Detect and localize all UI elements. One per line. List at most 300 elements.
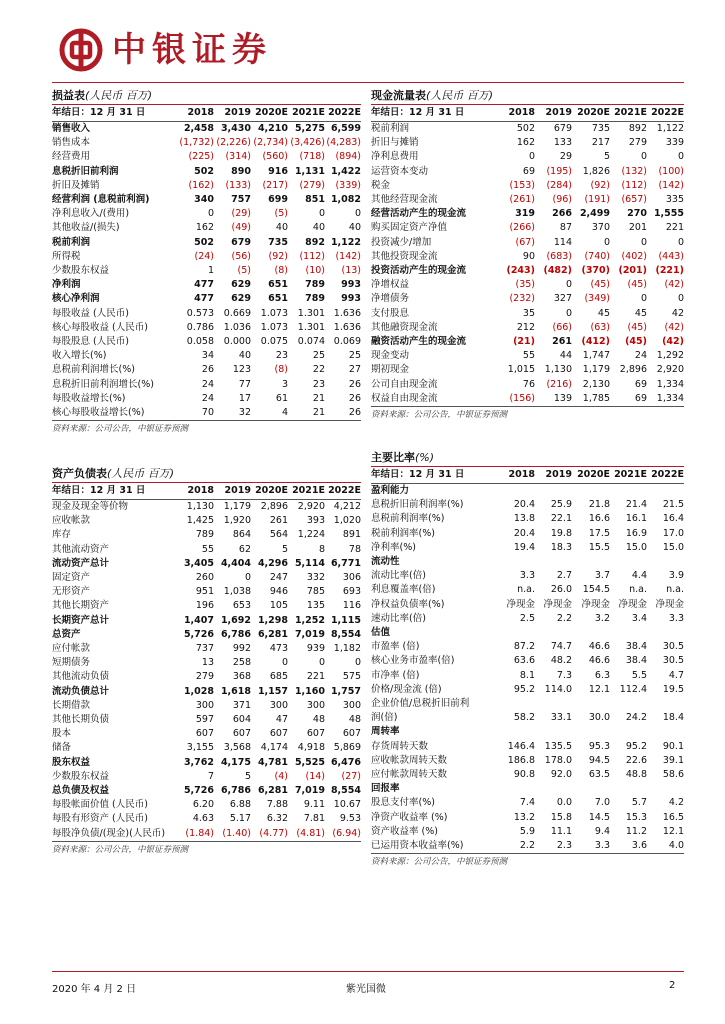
- company-name: 紫光国微: [346, 984, 386, 995]
- row-value: 33.1: [550, 712, 572, 724]
- row-value: 679: [553, 123, 572, 134]
- row-value: [498, 725, 535, 739]
- row-value: 69: [522, 165, 535, 177]
- financial-table: [371, 467, 684, 853]
- row-value: 21.4: [625, 499, 647, 511]
- row-value: 368: [232, 671, 251, 683]
- row-value: 629: [231, 293, 251, 305]
- row-value: (349): [584, 293, 610, 305]
- row-value: 0: [677, 151, 684, 163]
- row-value: 94.5: [588, 754, 610, 766]
- row-value: 95.2: [625, 740, 647, 752]
- row-value: 24: [201, 378, 214, 390]
- row-value: 371: [232, 699, 251, 711]
- row-value: 221: [665, 222, 684, 234]
- row-value: [647, 782, 684, 796]
- row-value: 890: [231, 165, 251, 177]
- row-value: 1,182: [333, 643, 361, 655]
- panel-unit: (人民币 百万): [85, 89, 153, 102]
- row-value: 6.32: [266, 813, 288, 825]
- row-value: 34: [201, 350, 214, 362]
- table-row: [52, 392, 361, 406]
- row-value: 564: [269, 529, 288, 541]
- row-value: 604: [232, 714, 251, 726]
- row-value: 1,422: [330, 165, 361, 177]
- header-year: 2019: [545, 469, 572, 480]
- row-value: 789: [305, 293, 325, 305]
- row-value: 261: [269, 515, 288, 527]
- row-value: 17.0: [662, 527, 684, 539]
- row-value: 0.058: [186, 336, 214, 348]
- row-value: 1,015: [507, 364, 535, 376]
- row-value: 1,028: [183, 685, 214, 697]
- table-row: [52, 179, 361, 193]
- table-row: [371, 165, 684, 179]
- row-value: 0.074: [297, 336, 325, 348]
- footer-rule: [52, 971, 684, 972]
- row-value: (49): [231, 222, 251, 234]
- row-value: 3.6: [631, 840, 647, 852]
- row-value: 20.4: [513, 499, 535, 511]
- row-value: 0: [640, 236, 647, 248]
- row-value: 951: [195, 586, 214, 598]
- row-label: 税金: [371, 179, 391, 191]
- row-value: 25: [312, 350, 325, 362]
- header-year: 2021E: [614, 107, 647, 118]
- row-value: 8,554: [330, 785, 361, 797]
- row-value: 679: [231, 236, 251, 248]
- row-label: 权益自由现金流: [371, 392, 438, 404]
- row-value: 0: [281, 657, 288, 669]
- table-header-row: [371, 467, 684, 484]
- source-note: 资料来源：公司公告，中银证券预测: [52, 420, 361, 437]
- row-value: (4,283): [326, 137, 361, 149]
- row-value: (443): [658, 250, 684, 262]
- row-label: 估值: [371, 627, 391, 639]
- row-value: 1,020: [333, 515, 361, 527]
- row-value: (3,426): [290, 137, 325, 149]
- row-label: 净权益负债率(%): [371, 598, 445, 610]
- table-row: [371, 150, 684, 164]
- row-value: 502: [194, 236, 214, 248]
- row-label: 存货周转天数: [371, 740, 429, 752]
- row-value: 5.5: [631, 669, 647, 681]
- row-value: (657): [621, 194, 647, 206]
- report-date: 2020 年 4 月 2 日: [52, 984, 137, 995]
- row-value: 17.5: [588, 527, 610, 539]
- row-label: 经营利润 (息税前利润): [52, 194, 150, 206]
- row-label: 流动资产总计: [52, 557, 110, 569]
- row-value: 1,115: [330, 614, 361, 626]
- row-value: 2,458: [183, 123, 214, 134]
- row-value: (6.94): [332, 827, 361, 839]
- row-label: 股东权益: [52, 756, 91, 768]
- row-value: 26: [348, 378, 361, 390]
- row-value: 74.7: [550, 641, 572, 653]
- row-value: 4,174: [260, 742, 288, 754]
- row-value: 300: [195, 699, 214, 711]
- row-label: 长期借款: [52, 699, 91, 711]
- table-row: [52, 727, 361, 741]
- row-value: 0: [244, 572, 251, 584]
- row-value: (24): [194, 250, 214, 262]
- table-row: [371, 136, 684, 150]
- row-value: (112): [621, 179, 647, 191]
- row-value: 40: [275, 222, 288, 234]
- row-value: 18.3: [550, 541, 572, 553]
- row-value: (718): [299, 151, 325, 163]
- row-label: 核心业务市盈率(倍): [371, 655, 455, 667]
- row-value: 11.1: [550, 825, 572, 837]
- table-row: [371, 569, 684, 583]
- row-value: (232): [509, 293, 535, 305]
- row-value: 693: [342, 586, 361, 598]
- header-year: 2020E: [255, 107, 288, 118]
- row-value: 339: [665, 137, 684, 149]
- row-value: 24: [201, 392, 214, 404]
- row-value: (261): [509, 194, 535, 206]
- row-value: 21: [312, 407, 325, 419]
- table-row: [371, 654, 684, 668]
- row-value: 40: [348, 222, 361, 234]
- row-value: (35): [515, 279, 535, 291]
- row-value: [610, 484, 647, 499]
- row-value: 2,130: [582, 378, 610, 390]
- row-value: 39.1: [662, 754, 684, 766]
- row-value: (5): [237, 265, 251, 277]
- row-value: 607: [342, 728, 361, 740]
- row-value: (66): [552, 321, 572, 333]
- header-year: 2019: [224, 485, 251, 496]
- row-value: 17: [238, 392, 251, 404]
- row-value: 260: [195, 572, 214, 584]
- row-value: 16.9: [625, 527, 647, 539]
- row-value: 6,786: [220, 785, 251, 797]
- row-label: 已运用资本收益率(%): [371, 840, 464, 852]
- row-value: 46.6: [588, 641, 610, 653]
- header-year: 2022E: [328, 107, 361, 118]
- row-value: 0: [640, 293, 647, 305]
- row-label: 固定资产: [52, 572, 91, 584]
- row-value: [535, 782, 572, 796]
- row-value: 0: [354, 657, 361, 669]
- row-label: 核心净利润: [52, 293, 100, 305]
- row-value: 1,224: [297, 529, 325, 541]
- row-value: 27: [348, 364, 361, 376]
- row-label: 企业价值/息税折旧前利: [371, 698, 470, 710]
- table-row: [52, 812, 361, 826]
- row-value: 0: [565, 307, 572, 319]
- row-value: [610, 725, 647, 739]
- row-value: 789: [195, 529, 214, 541]
- row-value: [535, 626, 572, 640]
- row-label: 应付帐款周转天数: [371, 769, 448, 781]
- table-row: [371, 612, 684, 626]
- table-row: [371, 278, 684, 292]
- row-label: 其他收益/(损失): [52, 222, 120, 234]
- row-value: 891: [342, 529, 361, 541]
- table-row: [371, 725, 684, 739]
- table-row: [52, 136, 361, 150]
- row-value: 9.11: [303, 799, 325, 811]
- row-value: [498, 626, 535, 640]
- row-value: 3.4: [631, 612, 647, 624]
- row-value: (42): [662, 336, 684, 348]
- row-value: 0: [640, 151, 647, 163]
- row-value: (201): [618, 265, 647, 277]
- row-value: 5,114: [294, 557, 325, 569]
- row-value: 629: [231, 279, 251, 291]
- row-value: [610, 555, 647, 569]
- row-value: 1,292: [656, 350, 684, 362]
- row-value: 5: [244, 770, 251, 782]
- row-value: 92.0: [550, 769, 572, 781]
- row-label: 其他投资现金流: [371, 250, 438, 262]
- row-label: 价格/现金流 (倍): [371, 683, 442, 695]
- financial-table: [52, 105, 361, 420]
- row-value: 22: [312, 364, 325, 376]
- row-value: [498, 555, 535, 569]
- panel-title-text: 现金流量表: [371, 89, 426, 102]
- row-label: 每股有形资产 (人民币): [52, 813, 148, 825]
- row-value: 18.4: [662, 712, 684, 724]
- header-year: 2021E: [292, 485, 325, 496]
- row-value: 154.5: [582, 584, 610, 596]
- row-value: 116: [342, 600, 361, 612]
- row-value: 32: [238, 407, 251, 419]
- row-label: 公司自由现金流: [371, 378, 438, 390]
- row-value: 114.0: [544, 683, 572, 695]
- row-value: 16.6: [588, 513, 610, 525]
- row-value: 25.9: [550, 499, 572, 511]
- row-value: 685: [269, 671, 288, 683]
- row-value: 2.2: [519, 840, 535, 852]
- row-value: 44: [559, 350, 572, 362]
- row-value: 300: [269, 699, 288, 711]
- row-value: 0.573: [186, 307, 214, 319]
- row-label: 少数股东权益: [52, 265, 110, 277]
- row-label: 每股净负债/(现金)(人民币): [52, 827, 166, 839]
- row-value: 0: [603, 236, 610, 248]
- financial-table: [52, 483, 361, 841]
- row-value: 1,130: [544, 364, 572, 376]
- row-value: 19.8: [550, 527, 572, 539]
- row-value: [535, 725, 572, 739]
- row-value: (133): [225, 179, 251, 191]
- row-value: 653: [232, 600, 251, 612]
- row-value: 70: [201, 407, 214, 419]
- row-value: (279): [299, 179, 325, 191]
- row-value: n.a.: [629, 584, 647, 596]
- row-value: 25: [348, 350, 361, 362]
- row-label: 息税折旧前利润: [52, 165, 119, 177]
- row-value: 2,920: [297, 501, 325, 512]
- row-label: 利息覆盖率(倍): [371, 584, 436, 596]
- row-value: 993: [341, 293, 361, 305]
- row-value: 13.2: [513, 811, 535, 823]
- row-label: 税前利润: [371, 123, 410, 134]
- row-value: (21): [513, 336, 535, 348]
- row-value: 162: [516, 137, 535, 149]
- row-value: 114: [553, 236, 572, 248]
- panel-title: [371, 450, 684, 466]
- row-value: 4.7: [668, 669, 684, 681]
- table-row: [371, 498, 684, 512]
- row-value: 16.4: [662, 513, 684, 525]
- table-row: [371, 179, 684, 193]
- row-value: 7,019: [294, 628, 325, 640]
- row-value: 3.3: [594, 840, 610, 852]
- row-value: 16.5: [662, 811, 684, 823]
- table-row: [52, 656, 361, 670]
- row-value: [610, 697, 647, 711]
- row-label: 其他流动资产: [52, 543, 110, 555]
- row-value: (2,226): [216, 137, 251, 149]
- row-value: 7,019: [294, 785, 325, 797]
- row-value: 7.3: [556, 669, 572, 681]
- row-value: 35: [522, 307, 535, 319]
- table-row: [371, 626, 684, 640]
- table-row: [52, 770, 361, 784]
- table-row: [371, 768, 684, 782]
- table-row: [371, 796, 684, 810]
- row-label: 其他长期负债: [52, 714, 110, 726]
- row-label: 应收帐款周转天数: [371, 754, 448, 766]
- row-value: 5.9: [519, 825, 535, 837]
- row-value: 340: [194, 194, 214, 206]
- row-value: 40: [238, 350, 251, 362]
- row-value: [572, 782, 610, 796]
- row-value: (45): [627, 279, 647, 291]
- row-label: 无形资产: [52, 586, 91, 598]
- row-value: 5,726: [183, 628, 214, 640]
- row-value: (243): [506, 265, 535, 277]
- row-value: 607: [195, 728, 214, 740]
- header-year: 2018: [508, 107, 535, 118]
- row-value: 1: [207, 265, 214, 277]
- row-value: (92): [590, 179, 610, 191]
- row-value: [572, 725, 610, 739]
- row-label: 总资产: [52, 628, 81, 640]
- table-row: [371, 740, 684, 754]
- row-value: 3,155: [186, 742, 214, 754]
- row-value: 939: [306, 643, 325, 655]
- row-label: 流动性: [371, 556, 400, 568]
- table-row: [52, 741, 361, 755]
- row-value: (4): [274, 770, 288, 782]
- row-value: (92): [268, 250, 288, 262]
- row-value: 735: [591, 123, 610, 134]
- row-value: 8.1: [519, 669, 535, 681]
- row-value: 87.2: [513, 641, 535, 653]
- table-row: [52, 571, 361, 585]
- row-value: 1,618: [220, 685, 251, 697]
- row-value: 26: [348, 407, 361, 419]
- row-value: 26: [201, 364, 214, 376]
- table-row: [52, 165, 361, 179]
- row-value: 90: [522, 250, 535, 262]
- row-label: 现金及现金等价物: [52, 501, 129, 512]
- row-value: 4.4: [631, 570, 647, 582]
- row-value: 737: [195, 643, 214, 655]
- row-value: (266): [509, 222, 535, 234]
- row-label: 流动比率(倍): [371, 570, 426, 582]
- row-value: 13.8: [513, 513, 535, 525]
- table-row: [371, 825, 684, 839]
- row-label: 净增权益: [371, 279, 410, 291]
- row-value: 5,726: [183, 785, 214, 797]
- row-value: 4.63: [192, 813, 214, 825]
- row-value: 6.3: [594, 669, 610, 681]
- row-label: 支付股息: [371, 307, 410, 319]
- header-year: 2019: [545, 107, 572, 118]
- row-value: (29): [231, 208, 251, 220]
- row-value: 15.0: [625, 541, 647, 553]
- row-value: 112.4: [619, 683, 647, 695]
- row-value: 55: [522, 350, 535, 362]
- row-value: 63.6: [513, 655, 535, 667]
- table-row: [371, 640, 684, 654]
- row-value: 785: [306, 586, 325, 598]
- row-value: 净现金: [618, 598, 647, 610]
- row-value: 42: [671, 307, 684, 319]
- row-value: [572, 626, 610, 640]
- row-value: 0.075: [260, 336, 288, 348]
- row-value: 3: [281, 378, 288, 390]
- row-label: 周转率: [371, 726, 400, 738]
- row-value: 1.036: [223, 321, 251, 333]
- row-value: 993: [341, 279, 361, 291]
- source-note: 资料来源：公司公告，中银证券预测: [52, 841, 361, 858]
- row-value: (1.40): [222, 827, 251, 839]
- table-row: [371, 292, 684, 306]
- row-value: 1,555: [653, 208, 684, 220]
- row-value: (56): [231, 250, 251, 262]
- table-header-row: [371, 105, 684, 122]
- row-value: 6,771: [330, 557, 361, 569]
- row-label: 市净率 (倍): [371, 669, 420, 681]
- row-value: 212: [516, 321, 535, 333]
- row-value: 5,275: [294, 123, 325, 134]
- table-row: [52, 335, 361, 349]
- table-row: [52, 670, 361, 684]
- header-year: 2020E: [255, 485, 288, 496]
- row-value: (153): [509, 179, 535, 191]
- table-row: [371, 392, 684, 406]
- row-label: 核心每股收益 (人民币): [52, 321, 148, 333]
- row-label: 息税前利润率(%): [371, 513, 445, 525]
- row-value: 607: [269, 728, 288, 740]
- row-value: 0: [528, 151, 535, 163]
- row-value: 90.8: [513, 769, 535, 781]
- row-label: 股本: [52, 728, 72, 740]
- row-value: 77: [238, 378, 251, 390]
- table-row: [52, 150, 361, 164]
- row-value: 258: [232, 657, 251, 669]
- row-value: 0.0: [556, 797, 572, 809]
- row-value: 69: [634, 378, 647, 390]
- row-value: [572, 697, 610, 711]
- row-value: [535, 555, 572, 569]
- row-value: 46.6: [588, 655, 610, 667]
- row-value: 3.3: [668, 612, 684, 624]
- row-label: 长期资产总计: [52, 614, 110, 626]
- row-value: 21: [312, 392, 325, 404]
- table-row: [52, 557, 361, 571]
- row-value: (42): [664, 279, 684, 291]
- row-label: 期初现金: [371, 364, 410, 376]
- row-value: 247: [269, 572, 288, 584]
